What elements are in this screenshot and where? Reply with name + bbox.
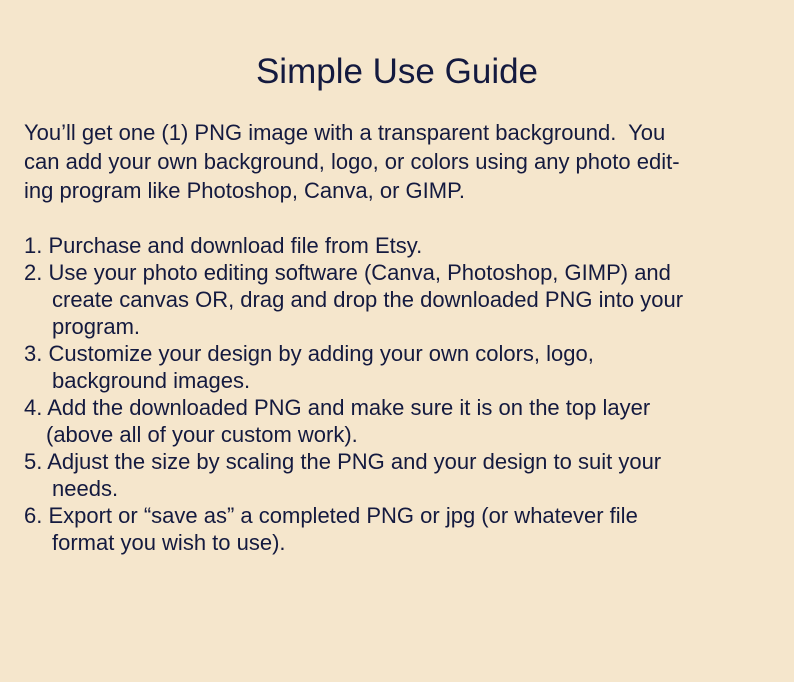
step-item bbox=[24, 340, 784, 394]
step-item bbox=[24, 394, 784, 448]
step-line: 5. Adjust the size by scaling the PNG and your design to suit your bbox=[24, 449, 662, 474]
intro-line: You’ll get one (1) PNG image with a transparent background. You bbox=[24, 120, 666, 145]
intro-line: can add your own background, logo, or colors using any photo edit- bbox=[24, 149, 680, 174]
step-line: 3. Customize your design by adding your own colors, logo, bbox=[24, 341, 594, 366]
step-line: 2. Use your photo editing software (Canva, Photoshop, GIMP) and bbox=[24, 260, 671, 285]
page-title: Simple Use Guide bbox=[255, 52, 539, 91]
step-line: (above all of your custom work). bbox=[46, 422, 358, 447]
step-line: program. bbox=[52, 314, 141, 339]
step-item bbox=[24, 502, 784, 556]
step-item bbox=[24, 232, 784, 259]
steps-list bbox=[24, 232, 784, 556]
step-line: format you wish to use). bbox=[52, 530, 286, 555]
intro-line: ing program like Photoshop, Canva, or GIMP. bbox=[24, 178, 466, 203]
step-item bbox=[24, 259, 784, 340]
step-line: 4. Add the downloaded PNG and make sure it is on the top layer bbox=[24, 395, 651, 420]
step-line: background images. bbox=[52, 368, 251, 393]
step-line: create canvas OR, drag and drop the downloaded PNG into your bbox=[52, 287, 684, 312]
step-line: 6. Export or “save as” a completed PNG or jpg (or whatever file bbox=[24, 503, 638, 528]
step-item bbox=[24, 448, 784, 502]
step-line: 1. Purchase and download file from Etsy. bbox=[24, 233, 423, 258]
step-line: needs. bbox=[52, 476, 119, 501]
intro-paragraph bbox=[24, 118, 774, 205]
